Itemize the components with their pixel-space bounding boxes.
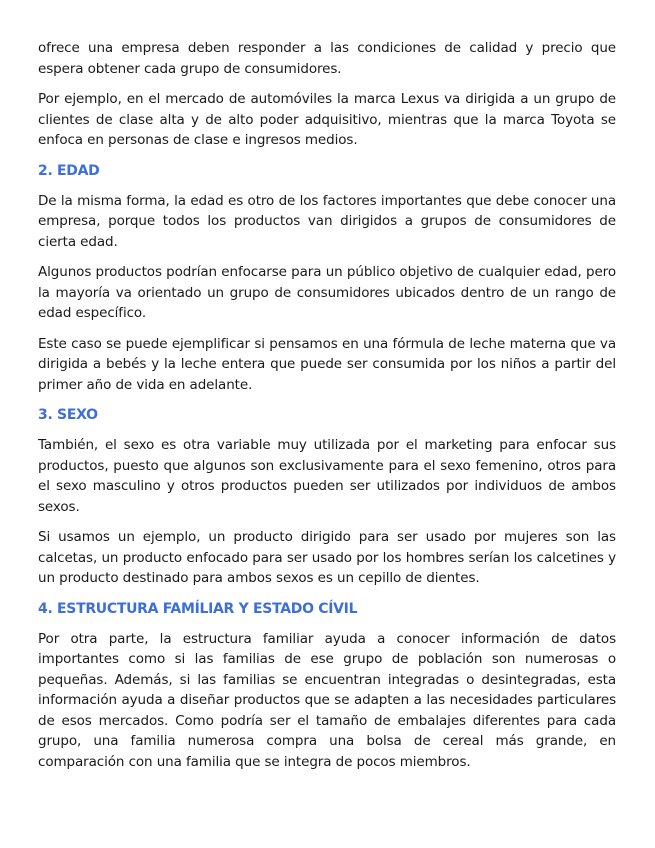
paragraph-edad-3: Este caso se puede ejemplificar si pensamos en una fórmula de leche materna que va dirigida a bebés y la leche entera que puede ser consumida por los niños a partir del primer año de vida en adelante. [38,335,616,393]
paragraph-estructura-familiar: Por otra parte, la estructura familiar ayuda a conocer información de datos importantes como si las familias de ese grupo de población son numerosas o pequeñas. Además, si las familias se encuentran integradas o desintegradas, esta información ayuda a diseñar productos que se adapten a las necesidades particulares de esos mercados. Como podría ser el tamaño de embalajes diferentes para cada grupo, una familia numerosa compra una bolsa de cereal más grande, en comparación con una familia que se integra de pocos miembros. [38,630,616,770]
paragraph-lexus-example: Por ejemplo, en el mercado de automóviles la marca Lexus va dirigida a un grupo de clientes de clase alta y de alto poder adquisitivo, mientras que la marca Toyota se enfoca en personas de clase e ingresos medios. [38,91,616,148]
section-heading-estructura-familiar: 4. ESTRUCTURA FAMÍLIAR Y ESTADO CÍVIL [38,600,358,617]
paragraph-sexo-2: Si usamos un ejemplo, un producto dirigido para ser usado por mujeres son las calcetas, un producto enfocado para ser usado por los hombres serían los calcetines y un producto destinado para ambos sexos es un cepillo de dientes. [38,529,616,586]
document-page [38,38,616,782]
paragraph-sexo-1: También, el sexo es otra variable muy utilizada por el marketing para enfocar sus productos, puesto que algunos son exclusivamente para el sexo femenino, otros para el sexo masculino y otros productos pueden ser utilizados por individuos de ambos sexos. [38,437,616,515]
section-heading-edad: 2. EDAD [38,162,100,179]
paragraph-edad-1: De la misma forma, la edad es otro de los factores importantes que debe conocer una empresa, porque todos los productos van dirigidos a grupos de consumidores de cierta edad. [38,192,616,250]
paragraph-edad-2: Algunos productos podrían enfocarse para un público objetivo de cualquier edad, pero la mayoría va orientado un grupo de consumidores ubicados dentro de un rango de edad específico. [38,264,616,321]
paragraph-intro-continuation: ofrece una empresa deben responder a las condiciones de calidad y precio que espera obtener cada grupo de consumidores. [38,40,616,77]
section-heading-sexo: 3. SEXO [38,407,98,423]
